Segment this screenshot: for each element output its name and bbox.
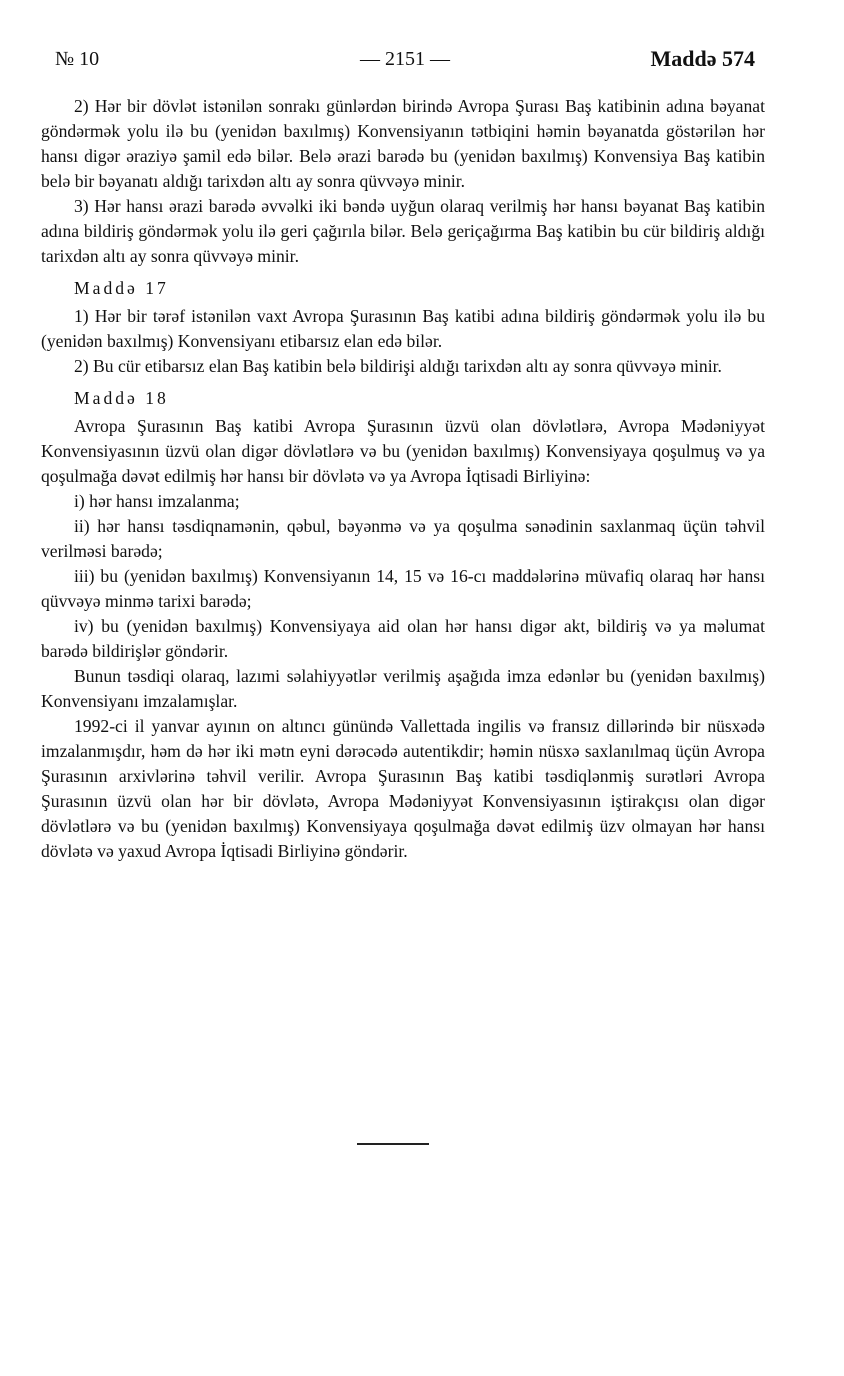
page-number: — 2151 — bbox=[360, 48, 450, 70]
article-number: Maddə 574 bbox=[650, 46, 755, 71]
list-item: iii) bu (yenidən baxılmış) Konvensiyanın 14, 15 və 16-cı maddələrinə müvafiq olaraq hər hansı qüvvəyə minmə tarixi barədə; bbox=[41, 566, 765, 611]
document-body bbox=[41, 94, 765, 864]
article-heading: Maddə 17 bbox=[74, 278, 169, 298]
issue-number: № 10 bbox=[55, 48, 100, 70]
closing-rule bbox=[357, 1143, 429, 1145]
list-item: i) hər hansı imzalanma; bbox=[74, 491, 240, 511]
paragraph: 2) Hər bir dövlət istənilən sonrakı günlərdən birində Avropa Şurası Baş katibinin adına bəyanat göndərmək yolu ilə bu (yenidən baxılmış) Konvensiyanın tətbiqini həmin bəyanatda göstərilən hər hansı digər əraziyə şamil edə bilər. Belə ərazi barədə bu (yenidən baxılmış) Konvensiya Baş katibin belə bir bəyanatı aldığı tarixdən altı ay sonra qüvvəyə minir. bbox=[41, 96, 765, 191]
list-item: iv) bu (yenidən baxılmış) Konvensiyaya aid olan hər hansı digər akt, bildiriş və ya məlumat barədə bildirişlər göndərir. bbox=[41, 616, 765, 661]
article-heading: Maddə 18 bbox=[74, 388, 169, 408]
page-header bbox=[55, 44, 755, 78]
paragraph: Avropa Şurasının Baş katibi Avropa Şurasının üzvü olan dövlətlərə, Avropa Mədəniyyət Konvensiyasının üzvü olan digər dövlətlərə və bu (yenidən baxılmış) Konvensiyaya qoşulmuş və ya qoşulmağa dəvət edilmiş hər hansı bir dövlətə və ya Avropa İqtisadi Birliyinə: bbox=[41, 416, 765, 486]
paragraph: 2) Bu cür etibarsız elan Baş katibin belə bildirişi aldığı tarixdən altı ay sonra qüvvəyə minir. bbox=[74, 356, 722, 376]
paragraph: Bunun təsdiqi olaraq, lazımi səlahiyyətlər verilmiş aşağıda imza edənlər bu (yenidən baxılmış) Konvensiyanı imzalamışlar. bbox=[41, 666, 765, 711]
paragraph: 1) Hər bir tərəf istənilən vaxt Avropa Şurasının Baş katibi adına bildiriş göndərmək yolu ilə bu (yenidən baxılmış) Konvensiyanı etibarsız elan edə bilər. bbox=[41, 306, 765, 351]
paragraph: 3) Hər hansı ərazi barədə əvvəlki iki bəndə uyğun olaraq verilmiş hər hansı bəyanat Baş katibin adına bildiriş göndərmək yolu ilə geri çağırıla bilər. Belə geriçağırma Baş katibin bu cür bildiriş aldığı tarixdən altı ay sonra qüvvəyə minir. bbox=[41, 196, 765, 266]
paragraph: 1992-ci il yanvar ayının on altıncı günündə Vallettada ingilis və fransız dillərində bir nüsxədə imzalanmışdır, həm də hər iki mətn eyni dərəcədə autentikdir; həmin nüsxə saxlanılmaq üçün Avropa Şurasının arxivlərinə təhvil verilir. Avropa Şurasının Baş katibi təsdiqlənmiş surətləri Avropa Şurasının üzvü olan hər bir dövlətə, Avropa Mədəniyyət Konvensiyasının iştirakçısı olan digər dövlətlərə və bu (yenidən baxılmış) Konvensiyaya qoşulmağa dəvət edilmiş üzv olmayan hər hansı dövlətə və yaxud Avropa İqtisadi Birliyinə göndərir. bbox=[41, 716, 765, 861]
list-item: ii) hər hansı təsdiqnamənin, qəbul, bəyənmə və ya qoşulma sənədinin saxlanmaq üçün təhvil verilməsi barədə; bbox=[41, 516, 765, 561]
